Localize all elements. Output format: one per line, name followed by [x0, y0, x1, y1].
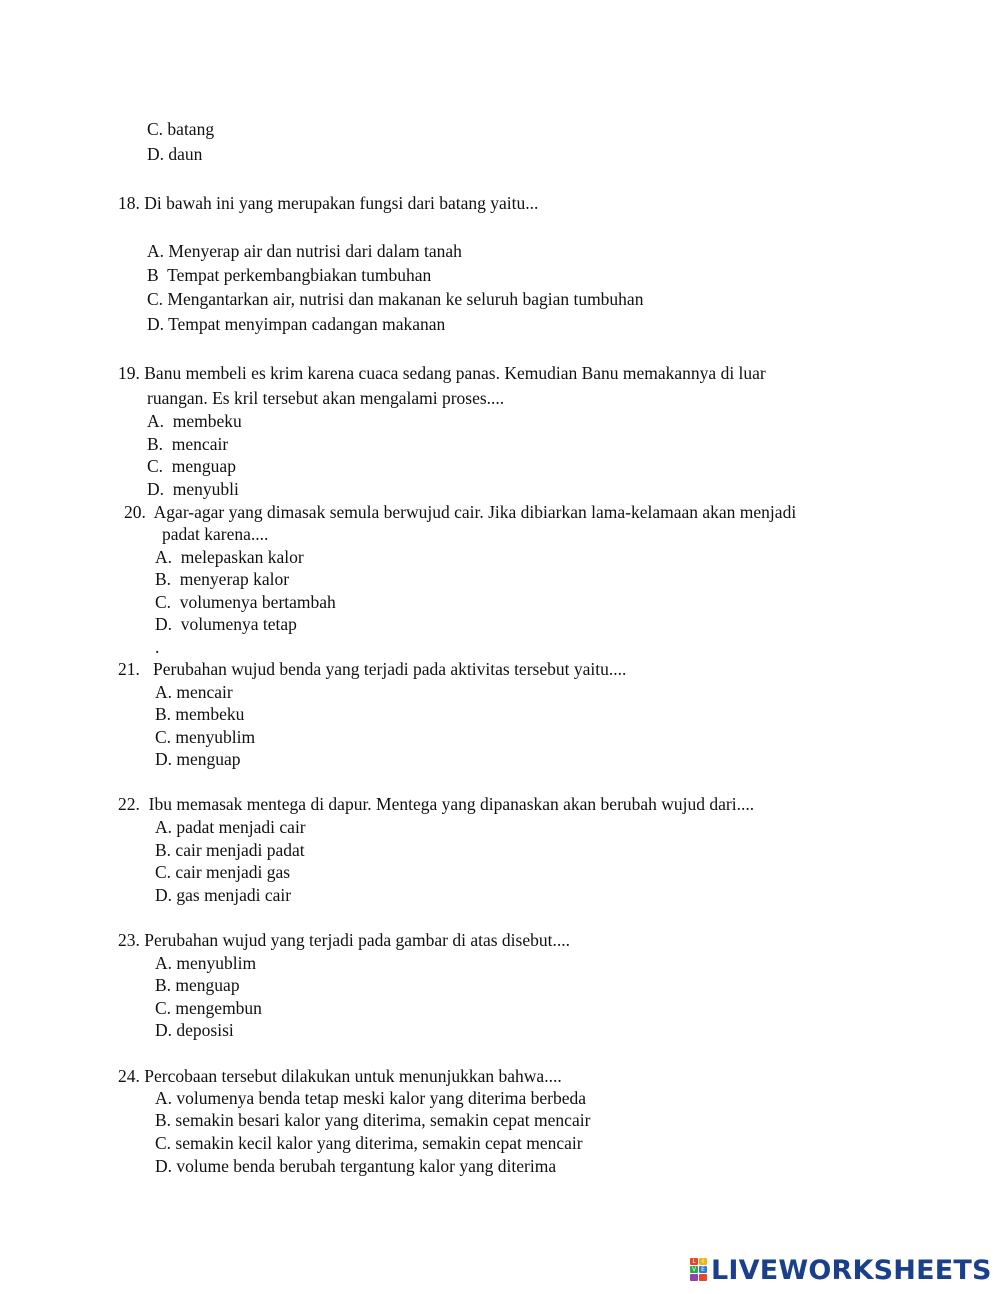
logo-icon-tile: L: [690, 1258, 698, 1265]
q18-option-b: B Tempat perkembangbiakan tumbuhan: [147, 265, 432, 285]
q20-option-c: C. volumenya bertambah: [155, 592, 336, 612]
logo-icon-tile: [699, 1274, 707, 1281]
q17-option-d: D. daun: [147, 144, 203, 164]
q21-question: 21. Perubahan wujud benda yang terjadi pada aktivitas tersebut yaitu....: [118, 659, 627, 679]
q22-question: 22. Ibu memasak mentega di dapur. Mentega yang dipanaskan akan berubah wujud dari....: [118, 794, 755, 814]
q23-option-c: C. mengembun: [155, 998, 262, 1018]
q24-question: 24. Percobaan tersebut dilakukan untuk menunjukkan bahwa....: [118, 1066, 562, 1086]
q22-option-b: B. cair menjadi padat: [155, 840, 305, 860]
logo-icon-tile: I: [699, 1258, 707, 1265]
q18-question: 18. Di bawah ini yang merupakan fungsi dari batang yaitu...: [118, 193, 539, 213]
liveworksheets-logo[interactable]: [690, 1255, 992, 1285]
q18-option-d: D. Tempat menyimpan cadangan makanan: [147, 314, 446, 334]
q17-option-c: C. batang: [147, 119, 215, 139]
q18-option-a: A. Menyerap air dan nutrisi dari dalam tanah: [147, 241, 462, 261]
q19-question-line2: ruangan. Es kril tersebut akan mengalami proses....: [147, 388, 505, 408]
q24-option-c: C. semakin kecil kalor yang diterima, semakin cepat mencair: [155, 1133, 583, 1153]
liveworksheets-logo-text: LIVEWORKSHEETS: [711, 1254, 992, 1286]
q24-option-a: A. volumenya benda tetap meski kalor yang diterima berbeda: [155, 1088, 587, 1108]
q23-option-b: B. menguap: [155, 975, 240, 995]
q23-option-d: D. deposisi: [155, 1020, 234, 1040]
q22-option-c: C. cair menjadi gas: [155, 862, 291, 882]
q23-option-a: A. menyublim: [155, 953, 257, 973]
logo-icon-tile: E: [699, 1266, 707, 1273]
q20-option-a: A. melepaskan kalor: [155, 547, 304, 567]
q21-option-b: B. membeku: [155, 704, 245, 724]
q20-question-line2: padat karena....: [162, 524, 269, 544]
q21-option-c: C. menyublim: [155, 727, 256, 747]
q19-option-a: A. membeku: [147, 411, 242, 431]
q19-option-b: B. mencair: [147, 434, 229, 454]
q22-option-a: A. padat menjadi cair: [155, 817, 306, 837]
q21-option-d: D. menguap: [155, 749, 241, 769]
stray-dot: .: [155, 637, 160, 657]
q20-option-d: D. volumenya tetap: [155, 614, 297, 634]
q19-question-line1: 19. Banu membeli es krim karena cuaca sedang panas. Kemudian Banu memakannya di luar: [118, 363, 766, 383]
q20-option-b: B. menyerap kalor: [155, 569, 290, 589]
q21-option-a: A. mencair: [155, 682, 233, 702]
logo-icon-tile: [690, 1274, 698, 1281]
q19-option-c: C. menguap: [147, 456, 236, 476]
q22-option-d: D. gas menjadi cair: [155, 885, 292, 905]
q20-question-line1: 20. Agar-agar yang dimasak semula berwujud cair. Jika dibiarkan lama-kelamaan akan menjadi: [124, 502, 797, 522]
q18-option-c: C. Mengantarkan air, nutrisi dan makanan ke seluruh bagian tumbuhan: [147, 289, 644, 309]
q23-question: 23. Perubahan wujud yang terjadi pada gambar di atas disebut....: [118, 930, 570, 950]
q24-option-d: D. volume benda berubah tergantung kalor yang diterima: [155, 1156, 557, 1176]
q24-option-b: B. semakin besari kalor yang diterima, semakin cepat mencair: [155, 1110, 591, 1130]
liveworksheets-logo-icon: [690, 1258, 708, 1282]
logo-icon-tile: V: [691, 1266, 697, 1273]
q19-option-d: D. menyubli: [147, 479, 239, 499]
